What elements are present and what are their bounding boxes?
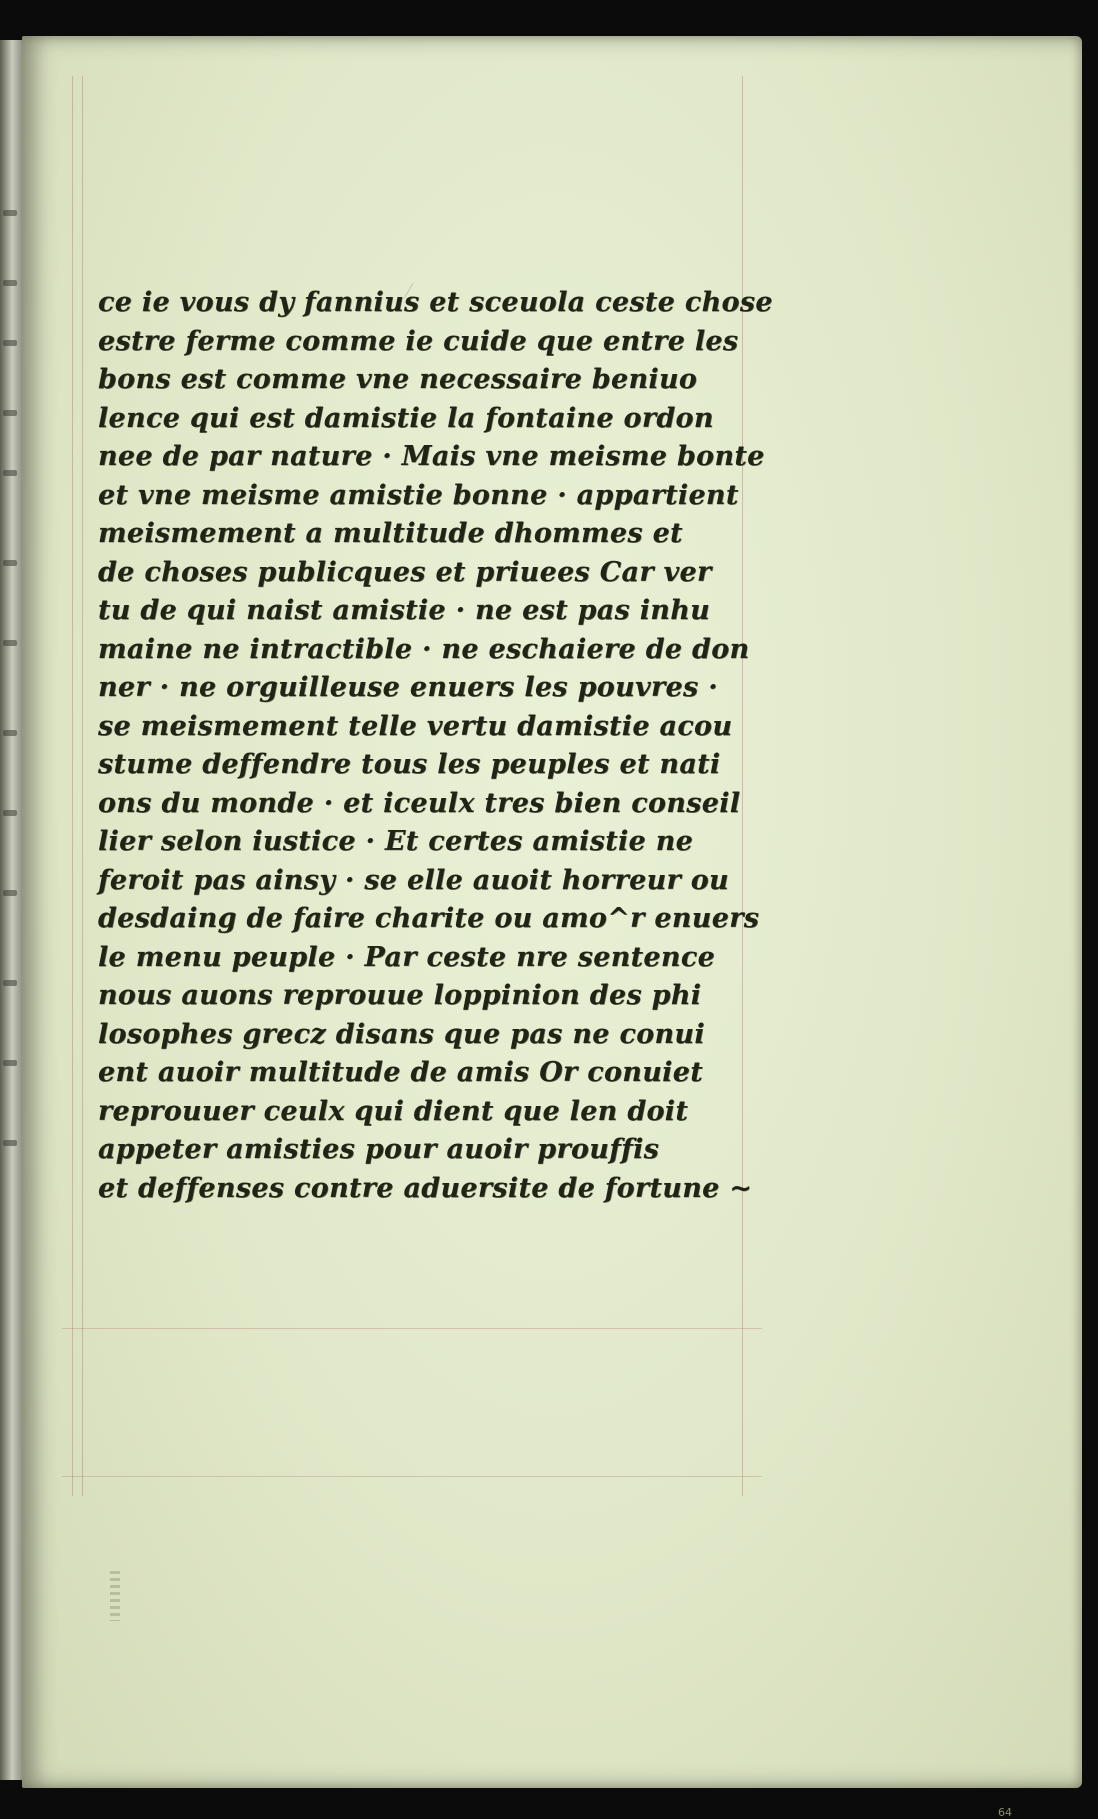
text-line: ent auoir multitude de amis Or conuiet (98, 1057, 703, 1088)
manuscript-page (22, 36, 1082, 1819)
previous-page-edge (0, 40, 22, 1780)
text-line: lier selon iustice · Et certes amistie ne (98, 826, 694, 857)
text-line: et deffenses contre aduersite de fortune ~ (98, 1172, 753, 1204)
manuscript-text-block (98, 284, 788, 1208)
text-line: ons du monde · et iceulx tres bien conseil (98, 787, 741, 819)
bleed-through-mark (3, 210, 17, 216)
bleed-through-mark (3, 410, 17, 416)
text-line: lence qui est damistie la fontaine ordon (98, 402, 714, 434)
bleed-through-mark (3, 560, 17, 566)
text-line: tu de qui naist amistie · ne est pas inhu (98, 595, 711, 626)
bleed-through-mark (3, 470, 17, 476)
text-line: appeter amisties pour auoir prouffis (98, 1134, 660, 1165)
margin-ruling-left-inner (82, 76, 83, 1496)
text-line: losophes grecz disans que pas ne conui (98, 1018, 705, 1050)
text-line: desdaing de faire charite ou amo^r enuers (98, 903, 760, 934)
bleed-through-mark (3, 340, 17, 346)
bleed-through-mark (3, 810, 17, 816)
text-line: ce ie vous dy fannius et sceuola ceste chose (98, 287, 773, 318)
text-line: stume deffendre tous les peuples et nati (98, 749, 721, 780)
text-line: et vne meisme amistie bonne · appartient (98, 479, 739, 511)
folio-number: 64 (998, 1806, 1012, 1819)
text-line: feroit pas ainsy · se elle auoit horreur ou (98, 864, 729, 896)
pencil-shelfmark (110, 1571, 120, 1621)
bleed-through-mark (3, 890, 17, 896)
bleed-through-mark (3, 1060, 17, 1066)
text-line: reprouuer ceulx qui dient que len doit (98, 1095, 689, 1127)
text-line: meismement a multitude dhommes et (98, 518, 683, 549)
bleed-through-mark (3, 1140, 17, 1146)
text-line: nee de par nature · Mais vne meisme bonte (98, 441, 765, 472)
bleed-through-mark (3, 980, 17, 986)
text-line: nous auons reprouue loppinion des phi (98, 980, 702, 1011)
text-line: maine ne intractible · ne eschaiere de don (98, 633, 750, 665)
text-line: de choses publicques et priuees Car ver (98, 556, 712, 588)
bleed-through-mark (3, 280, 17, 286)
text-line: bons est comme vne necessaire beniuo (98, 364, 698, 395)
text-line: estre ferme comme ie cuide que entre les (98, 325, 739, 357)
margin-ruling-left (72, 76, 73, 1496)
text-line: se meismement telle vertu damistie acou (98, 710, 733, 742)
bottom-ruling-line (62, 1476, 762, 1477)
bottom-ruling-line (62, 1328, 762, 1329)
text-line: le menu peuple · Par ceste nre sentence (98, 941, 716, 973)
bleed-through-mark (3, 640, 17, 646)
text-line: ner · ne orguilleuse enuers les pouvres · (98, 672, 718, 703)
bleed-through-mark (3, 730, 17, 736)
